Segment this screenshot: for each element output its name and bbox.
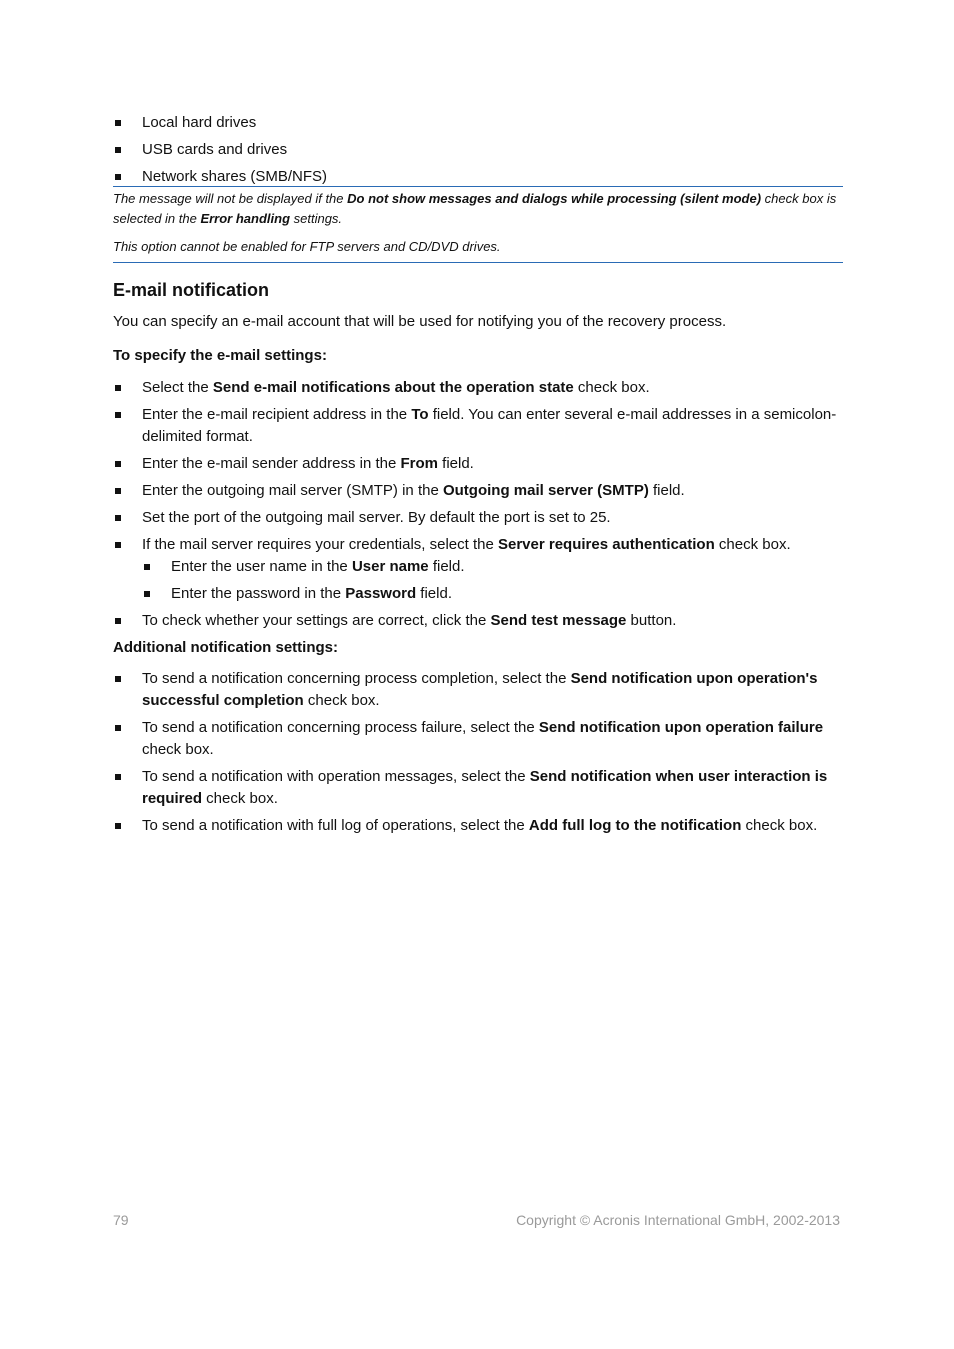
text-run: field. — [437, 455, 474, 472]
text-run: Enter the user name in the — [171, 558, 352, 575]
section-intro: You can specify an e-mail account that will be used for notifying you of the recovery process. — [113, 313, 727, 330]
text-run: Enter the e-mail recipient address in the — [142, 406, 412, 423]
bold-term: Send notification upon operation's successful completion — [142, 670, 818, 709]
bold-term: Server requires authentication — [498, 536, 715, 553]
text-run: Set the port of the outgoing mail server. By default the port is set to 25. — [142, 509, 611, 526]
list-item — [113, 815, 843, 837]
text-run: check box. — [573, 379, 650, 396]
page-content — [113, 112, 843, 842]
additional-list — [113, 668, 843, 837]
list-item: Local hard drives — [113, 112, 843, 139]
list-item — [113, 404, 843, 448]
specify-list — [113, 377, 843, 632]
copyright-text: Copyright © Acronis International GmbH, 2002-2013 — [516, 1212, 840, 1228]
bold-term: Add full log to the notification — [528, 817, 742, 834]
section-title: E-mail notification — [113, 280, 270, 300]
bold-term: Password — [345, 585, 417, 602]
text-run: To send a notification concerning process failure, select the — [142, 719, 539, 736]
text-run: check box. — [714, 536, 791, 553]
list-item — [113, 610, 843, 632]
list-item — [113, 534, 843, 605]
list-item: Network shares (SMB/NFS) — [113, 166, 843, 193]
page-number: 79 — [113, 1212, 129, 1228]
bold-term: From — [400, 455, 438, 472]
bold-term: Send notification when user interaction is required — [142, 768, 828, 807]
text-run: Enter the outgoing mail server (SMTP) in the — [142, 482, 443, 499]
list-item — [113, 766, 843, 810]
list-item — [113, 453, 843, 475]
list-item — [113, 507, 843, 529]
text-run: check box is selected in the — [113, 191, 837, 226]
specify-heading: To specify the e-mail settings: — [113, 347, 327, 364]
bold-term: Error handling — [200, 211, 291, 226]
text-run: field. You can enter several e-mail addresses in a semicolon-delimited format. — [142, 406, 837, 445]
note-box — [113, 186, 843, 263]
text-run: To send a notification with operation messages, select the — [142, 768, 530, 785]
text-run: Select the — [142, 379, 213, 396]
text-run: check box. — [202, 790, 278, 807]
bold-term: To — [411, 406, 429, 423]
text-run: To check whether your settings are correct, click the — [142, 612, 491, 629]
bold-term: Send e-mail notifications about the operation state — [212, 379, 574, 396]
sub-list-item — [142, 583, 843, 605]
text-run: To send a notification with full log of operations, select the — [142, 817, 529, 834]
list-item — [113, 668, 843, 712]
text-run: To send a notification concerning process completion, select the — [142, 670, 571, 687]
list-item: USB cards and drives — [113, 139, 843, 166]
list-item-text — [142, 536, 791, 553]
bold-term: User name — [351, 558, 429, 575]
bold-term: Do not show messages and dialogs while processing (silent mode) — [347, 191, 762, 206]
note-paragraph-2: This option cannot be enabled for FTP servers and CD/DVD drives. — [113, 239, 501, 254]
text-run: If the mail server requires your credentials, select the — [142, 536, 498, 553]
text-run: The message will not be displayed if the — [113, 191, 348, 206]
location-list — [113, 112, 843, 193]
text-run: Enter the password in the — [171, 585, 346, 602]
text-run: settings. — [290, 211, 343, 226]
text-run: button. — [626, 612, 677, 629]
text-run: check box. — [303, 692, 380, 709]
additional-heading: Additional notification settings: — [113, 639, 338, 656]
list-item — [113, 480, 843, 502]
text-run: field. — [416, 585, 452, 602]
text-run: check box. — [142, 741, 214, 758]
sub-list-item — [142, 556, 843, 578]
text-run: field. — [648, 482, 685, 499]
text-run: check box. — [741, 817, 818, 834]
bold-term: Send notification upon operation failure — [538, 719, 824, 736]
auth-sub-list — [142, 556, 843, 605]
text-run: Enter the e-mail sender address in the — [142, 455, 401, 472]
bold-term: Outgoing mail server (SMTP) — [442, 482, 649, 499]
bold-term: Send test message — [490, 612, 627, 629]
note-paragraph-1 — [113, 189, 843, 229]
text-run: field. — [428, 558, 465, 575]
list-item — [113, 377, 843, 399]
list-item — [113, 717, 843, 761]
